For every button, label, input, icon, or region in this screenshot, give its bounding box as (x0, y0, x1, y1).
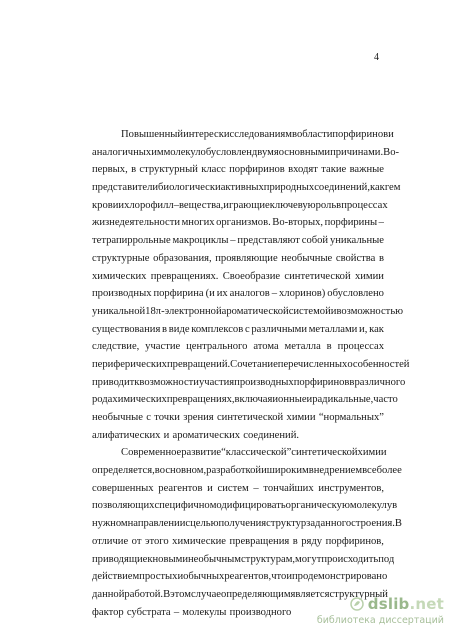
word: производного (229, 606, 292, 618)
word: многих (181, 217, 215, 229)
word: – (230, 235, 236, 247)
word: обычных (183, 571, 225, 583)
word: порфиринов (229, 164, 285, 176)
word: представители (92, 182, 159, 194)
word: внедрением (308, 465, 363, 477)
word: вещества, (178, 199, 224, 211)
word: с (244, 323, 250, 335)
word: как (369, 323, 384, 335)
word: производных (92, 288, 152, 300)
word: порфиринов (293, 376, 350, 388)
word: следствие, (92, 341, 140, 353)
word: Современное (121, 447, 182, 459)
word: (и (205, 288, 215, 300)
word: и (177, 571, 184, 583)
text-line (92, 427, 384, 445)
watermark-caption: библиотека диссертаций (316, 615, 444, 626)
word: часто (373, 394, 398, 406)
word: – (253, 482, 259, 494)
text-line (92, 197, 388, 215)
word: химии (357, 447, 387, 459)
word: и (182, 553, 188, 565)
word: инструментов, (318, 482, 384, 494)
word: нужном (92, 518, 128, 530)
word: тетрапиррольные (92, 235, 171, 247)
word: в (326, 341, 332, 353)
word: первых, (92, 164, 128, 176)
watermark-brand-tld: .net (409, 595, 444, 613)
word: Сочетание (230, 358, 278, 370)
word: приводит (92, 376, 135, 388)
word: могут (295, 553, 322, 565)
word: 18π-электронной (145, 305, 222, 317)
word: организмов. (216, 217, 271, 229)
word: разработкой (206, 465, 262, 477)
word: необычные (92, 412, 143, 423)
text-line (92, 444, 387, 462)
word: ароматической (221, 305, 289, 317)
word: порфирины (324, 217, 378, 229)
word: является (290, 588, 330, 600)
word: порфиринов, (325, 535, 384, 547)
word: и (207, 482, 213, 494)
text-line (92, 214, 384, 232)
word: в (392, 500, 398, 512)
word: химии (286, 412, 316, 423)
word: необычные (281, 252, 333, 264)
text-line (92, 356, 410, 374)
text-line (92, 250, 384, 268)
word: под (378, 553, 395, 565)
word: химии (354, 270, 384, 282)
word: в (131, 164, 137, 176)
watermark (289, 594, 444, 628)
word: реагентов, (224, 571, 272, 583)
word: простых (139, 571, 178, 583)
word: к (134, 376, 140, 388)
word: ряду (301, 535, 323, 547)
word: производных (234, 376, 294, 388)
word: гем (384, 182, 401, 194)
text-line (92, 338, 384, 356)
word: В (163, 588, 171, 600)
word: включая (234, 394, 273, 406)
word: строения. (351, 518, 395, 530)
word: совершенных (92, 482, 154, 494)
word: рода (92, 394, 113, 406)
text-line (92, 161, 384, 179)
word: случае (190, 588, 222, 600)
word: новым (152, 553, 183, 565)
word: жизнедеятельности (92, 217, 181, 229)
word: молекулы (182, 606, 227, 618)
word: в (292, 535, 298, 547)
word: работой. (124, 588, 164, 600)
word: с (146, 412, 151, 423)
word: хлорофилл (124, 199, 174, 211)
word: исследованиям (223, 129, 292, 140)
word: Своеобразие (222, 270, 281, 282)
word: в (336, 199, 342, 211)
word: ключевую (269, 199, 316, 211)
word: и (261, 465, 267, 477)
word: области (296, 129, 333, 140)
word: основными (278, 146, 331, 158)
word: и (163, 429, 170, 441)
word: химических (92, 270, 147, 282)
word: В (394, 518, 402, 530)
word: их (216, 288, 228, 300)
watermark-leaf-icon (350, 597, 364, 611)
word: молекул (163, 146, 201, 158)
word: радикальные, (312, 394, 374, 406)
word: превращений. (166, 358, 231, 370)
word: точки (154, 412, 180, 423)
word: играющие (223, 199, 270, 211)
word: – (378, 217, 384, 229)
word: – (271, 288, 278, 300)
word: зрения (183, 412, 214, 423)
word: ароматических (172, 429, 241, 441)
word: виде (168, 323, 190, 335)
word: структур (266, 518, 307, 530)
word: в (291, 129, 297, 140)
word: проявляющие (215, 252, 278, 264)
word: атома (253, 341, 279, 353)
word: Во-вторых, (272, 217, 324, 229)
word: хлоринов) (278, 288, 326, 300)
word: макроциклы (172, 235, 229, 247)
word: фактор (92, 606, 124, 618)
word: биологически (158, 182, 221, 194)
text-line (92, 126, 394, 144)
word: основном, (159, 465, 207, 477)
word: собой (301, 235, 329, 247)
word: им (151, 146, 164, 158)
word: металлами (308, 323, 358, 335)
word: что (271, 571, 287, 583)
word: молекулу (349, 500, 393, 512)
word: Во- (383, 146, 400, 158)
text-line (92, 303, 404, 321)
word: участие (145, 341, 181, 353)
word: класс (201, 164, 226, 176)
text-line (92, 232, 384, 250)
word: определяющим (221, 588, 291, 600)
word: продемонстрировано (292, 571, 388, 583)
text-line (92, 568, 388, 586)
word: и (306, 394, 313, 406)
word: в (162, 323, 168, 335)
word: к (147, 553, 153, 565)
word: и (286, 571, 292, 583)
word: этом (170, 588, 191, 600)
word: тончайших (263, 482, 314, 494)
word: представляют (237, 235, 300, 247)
word: участия (198, 376, 235, 388)
word: синтетической (216, 412, 284, 423)
page-number: 4 (374, 52, 379, 63)
word: уникальные (329, 235, 384, 247)
word: структурный (139, 164, 198, 176)
word: и (388, 129, 394, 140)
word: возможностью (336, 305, 404, 317)
word: субстрата (126, 606, 171, 618)
word: входят (288, 164, 318, 176)
text-line (92, 285, 384, 303)
text-line (92, 391, 398, 409)
word: структурные (92, 252, 150, 264)
word: процессах (337, 341, 384, 353)
word: как (369, 182, 385, 194)
word: металла (284, 341, 321, 353)
word: особенностей (347, 358, 410, 370)
word: происходить (321, 553, 379, 565)
word: отличие (92, 535, 129, 547)
text-line (92, 462, 402, 480)
word: синтетической (284, 270, 351, 282)
word: структурный (329, 588, 388, 600)
word: приводящие (92, 553, 148, 565)
word: “классической” (221, 447, 292, 459)
text-line (92, 144, 400, 162)
word: широким (266, 465, 309, 477)
word: соединений, (314, 182, 370, 194)
text-line (92, 374, 406, 392)
word: “нормальных” (318, 412, 384, 423)
word: реагентов (158, 482, 203, 494)
word: органическую (285, 500, 350, 512)
word: аналогов (229, 288, 270, 300)
word: комплексов (191, 323, 244, 335)
word: и (118, 199, 125, 211)
word: обусловлен (200, 146, 252, 158)
word: от (131, 535, 142, 547)
word: направлении (127, 518, 186, 530)
word: необычным (187, 553, 241, 565)
word: к (218, 129, 224, 140)
word: определяется, (92, 465, 155, 477)
word: и, (359, 323, 368, 335)
word: развитие (181, 447, 222, 459)
text-line (92, 480, 384, 498)
word: более (376, 465, 402, 477)
word: порфиринов (332, 129, 389, 140)
word: получения (218, 518, 267, 530)
word: обусловлено (327, 288, 384, 300)
word: позволяющих (92, 500, 155, 512)
word: модифицировать (209, 500, 286, 512)
text-line (92, 268, 384, 286)
text-line (92, 551, 395, 569)
word: алифатических (92, 429, 161, 441)
word: уникальной (92, 305, 146, 317)
word: причинами. (330, 146, 384, 158)
word: целью (190, 518, 219, 530)
word: химических (112, 394, 167, 406)
word: процессах (341, 199, 388, 211)
word: – (173, 199, 179, 211)
word: превращения (229, 535, 290, 547)
word: превращениях. (150, 270, 219, 282)
word: существования (92, 323, 161, 335)
word: данной (92, 588, 125, 600)
word: роль (315, 199, 337, 211)
text-line (92, 515, 402, 533)
word: систем (217, 482, 249, 494)
text-line (92, 497, 398, 515)
word: ионные (272, 394, 307, 406)
word: этого (144, 535, 169, 547)
word: в (349, 376, 355, 388)
word: превращениях, (166, 394, 235, 406)
word: периферических (92, 358, 167, 370)
word: различными (251, 323, 307, 335)
word: химические (172, 535, 227, 547)
word: и (330, 305, 337, 317)
text-line (92, 409, 384, 427)
word: интерес (183, 129, 219, 140)
word: активных (220, 182, 264, 194)
word: такие (321, 164, 347, 176)
watermark-logo (289, 594, 444, 614)
word: структурам, (240, 553, 296, 565)
word: центрального (186, 341, 248, 353)
word: соединений. (243, 429, 300, 441)
word: крови (92, 199, 119, 211)
text-line (92, 179, 401, 197)
word: свойства (335, 252, 376, 264)
word: перечисленных (277, 358, 348, 370)
word: действием (92, 571, 140, 583)
word: природных (263, 182, 315, 194)
word: возможности (139, 376, 199, 388)
word: различного (354, 376, 406, 388)
word: – (173, 606, 180, 618)
paragraph (92, 126, 410, 444)
watermark-brand-name: dslib (367, 595, 410, 613)
word: в (154, 465, 160, 477)
word: все (362, 465, 377, 477)
word: Повышенный (121, 129, 184, 140)
word: аналогичных (92, 146, 152, 158)
word: порфирина (153, 288, 204, 300)
watermark-brand (368, 595, 444, 613)
word: двумя (251, 146, 279, 158)
text-line (92, 321, 384, 339)
word: образования, (153, 252, 212, 264)
word: с (185, 518, 191, 530)
word: важные (349, 164, 384, 176)
word: в (378, 252, 384, 264)
word: синтетической (291, 447, 358, 459)
word: системой (288, 305, 331, 317)
word: специфично (154, 500, 210, 512)
word: заданного (306, 518, 352, 530)
text-line (92, 533, 384, 551)
